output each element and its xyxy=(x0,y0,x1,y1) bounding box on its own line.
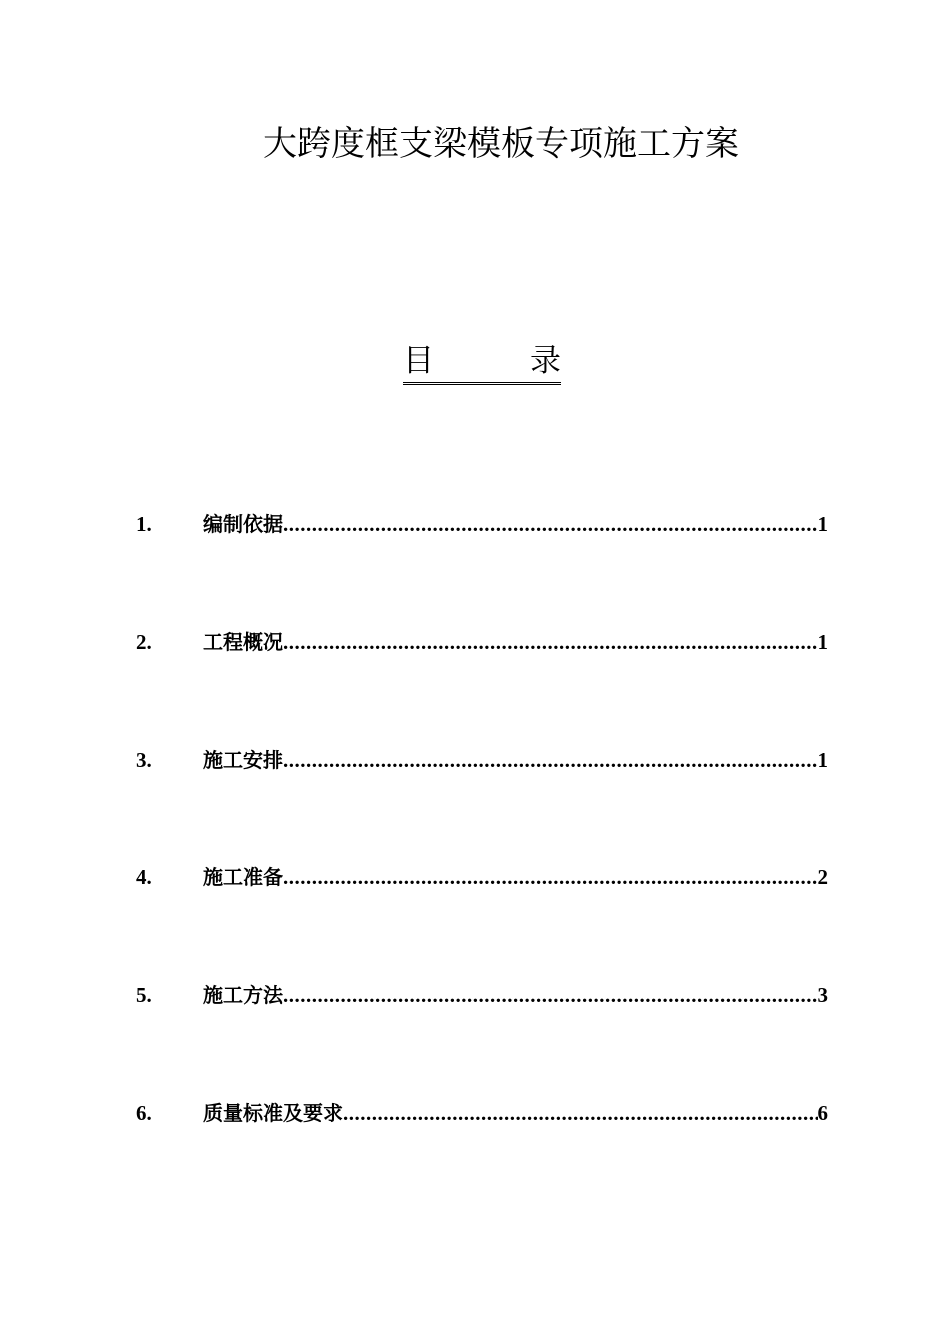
toc-label: 施工方法 xyxy=(203,983,283,1007)
toc-label: 工程概况 xyxy=(203,630,283,654)
toc-page: 1 xyxy=(817,630,828,654)
toc-entry[interactable] xyxy=(136,862,828,892)
toc-number: 1. xyxy=(136,512,152,536)
dot-leader xyxy=(283,627,818,657)
toc-number: 3. xyxy=(136,748,152,772)
dot-leader xyxy=(283,745,818,775)
toc-number: 2. xyxy=(136,630,152,654)
toc-number: 6. xyxy=(136,1101,152,1125)
dot-leader xyxy=(283,980,818,1010)
toc-number: 4. xyxy=(136,865,152,889)
toc-page: 1 xyxy=(817,748,828,772)
dot-leader xyxy=(343,1098,818,1128)
toc-heading-right: 录 xyxy=(530,343,561,379)
toc-label: 编制依据 xyxy=(203,512,283,536)
toc-page: 2 xyxy=(817,865,828,889)
toc-label: 质量标准及要求 xyxy=(203,1101,343,1125)
toc-number: 5. xyxy=(136,983,152,1007)
dot-leader xyxy=(283,862,818,892)
document-title: 大跨度框支梁模板专项施工方案 xyxy=(263,124,739,164)
toc-heading-left: 目 xyxy=(403,343,434,379)
toc-heading xyxy=(403,340,561,385)
dot-leader xyxy=(283,509,818,539)
toc-page: 3 xyxy=(817,983,828,1007)
toc-entry[interactable] xyxy=(136,1098,828,1128)
toc-entry[interactable] xyxy=(136,980,828,1010)
toc-page: 6 xyxy=(817,1101,828,1125)
toc-page: 1 xyxy=(817,512,828,536)
toc-entry[interactable] xyxy=(136,627,828,657)
toc-entry[interactable] xyxy=(136,509,828,539)
toc-entry[interactable] xyxy=(136,745,828,775)
toc-label: 施工准备 xyxy=(203,865,283,889)
toc-label: 施工安排 xyxy=(203,748,283,772)
